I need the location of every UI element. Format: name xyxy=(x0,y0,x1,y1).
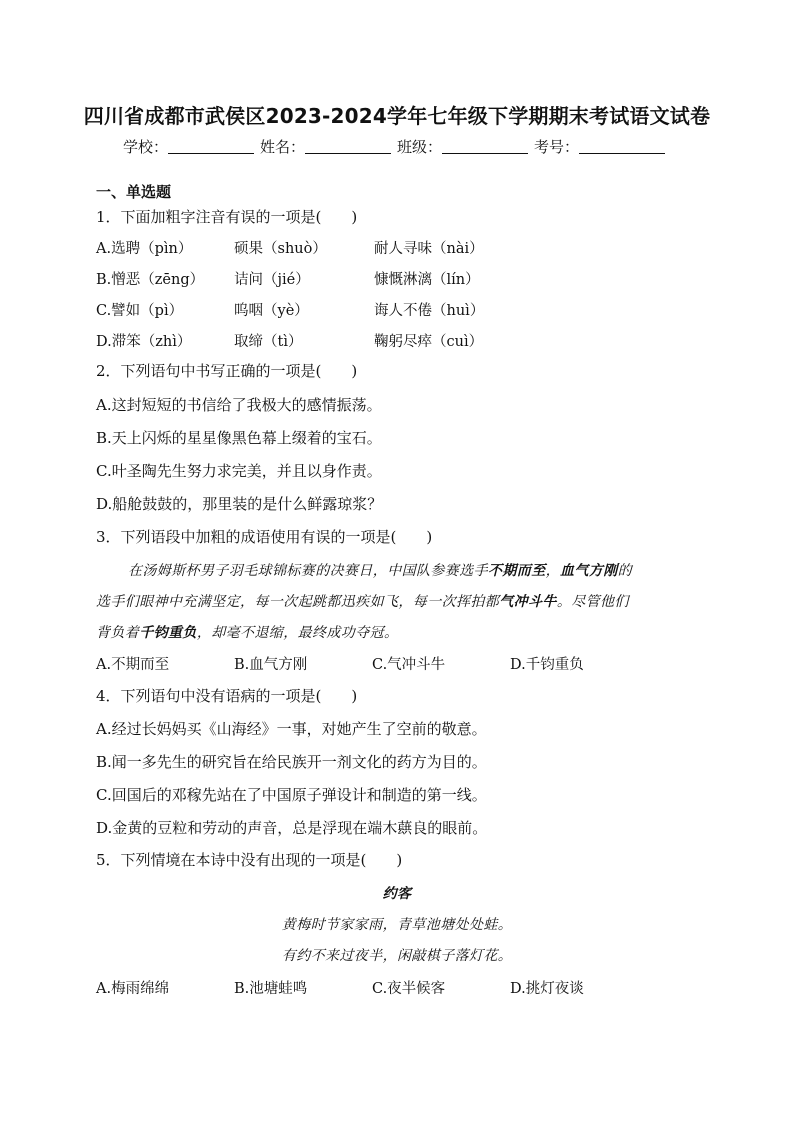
q3-option-c: C.气冲斗牛 xyxy=(372,657,446,673)
student-info-line xyxy=(0,136,794,157)
q1-option-b-2: 诘问（jié） xyxy=(234,272,310,288)
q3-passage-text: ，却毫不退缩，最终成功夺冠。 xyxy=(196,625,399,641)
poem-line-1: 黄梅时节家家雨，青草池塘处处蛙。 xyxy=(281,917,513,933)
q3-option-a: A.不期而至 xyxy=(96,657,170,673)
question-4-stem: 4．下列语句中没有语病的一项是( ) xyxy=(96,687,358,705)
name-blank[interactable] xyxy=(305,139,391,154)
q3-passage-text: 在汤姆斯杯男子羽毛球锦标赛的决赛日，中国队参赛选手 xyxy=(128,563,488,579)
q1-option-b-1: B.憎恶（zēng） xyxy=(96,272,205,288)
q3-passage-line-1 xyxy=(128,560,632,580)
class-label: 班级： xyxy=(397,138,443,156)
q5-option-a: A.梅雨绵绵 xyxy=(96,981,170,997)
q2-option-a: A.这封短短的书信给了我极大的感情振荡。 xyxy=(96,396,382,414)
q1-option-c-2: 呜咽（yè） xyxy=(234,303,309,319)
q2-option-c: C.叶圣陶先生努力求完美，并且以身作责。 xyxy=(96,462,382,480)
number-label: 考号： xyxy=(534,138,580,156)
q2-option-d: D.船舱鼓鼓的，那里装的是什么鲜露琼浆？ xyxy=(96,495,383,513)
q3-option-d: D.千钧重负 xyxy=(510,657,584,673)
q3-bold-idiom: 不期而至 xyxy=(488,563,546,579)
question-3-stem: 3．下列语段中加粗的成语使用有误的一项是( ) xyxy=(96,528,433,546)
q4-option-d: D.金黄的豆粒和劳动的声音，总是浮现在端木蕻良的眼前。 xyxy=(96,819,488,837)
page-title: 四川省成都市武侯区2023-2024学年七年级下学期期末考试语文试卷 xyxy=(83,104,711,128)
q1-option-a-2: 硕果（shuò） xyxy=(234,241,327,257)
poem-title: 约客 xyxy=(382,886,412,902)
q3-passage-line-3 xyxy=(96,622,398,642)
q3-bold-idiom: 千钧重负 xyxy=(139,625,197,641)
q1-option-a-3: 耐人寻味（nài） xyxy=(374,241,484,257)
q4-option-a: A.经过长妈妈买《山海经》一事，对她产生了空前的敬意。 xyxy=(96,720,487,738)
q1-option-a-1: A.选聘（pìn） xyxy=(96,241,193,257)
q3-passage-text: ， xyxy=(545,563,561,579)
school-blank[interactable] xyxy=(168,139,254,154)
q3-passage-text: 。尽管他们 xyxy=(556,594,629,610)
q3-bold-idiom: 气冲斗牛 xyxy=(499,594,557,610)
question-1-stem: 1．下面加粗字注音有误的一项是( ) xyxy=(96,208,358,226)
poem-line-2: 有约不来过夜半，闲敲棋子落灯花。 xyxy=(281,948,513,964)
q1-option-b-3: 慷慨淋漓（lín） xyxy=(374,272,480,288)
q5-option-d: D.挑灯夜谈 xyxy=(510,981,584,997)
q3-passage-text: 背负着 xyxy=(96,625,140,641)
q3-bold-idiom: 血气方刚 xyxy=(560,563,618,579)
number-blank[interactable] xyxy=(579,139,665,154)
q2-option-b: B.天上闪烁的星星像黑色幕上缀着的宝石。 xyxy=(96,429,382,447)
q3-passage-text: 选手们眼神中充满坚定，每一次起跳都迅疾如飞，每一次挥拍都 xyxy=(96,594,500,610)
q4-option-c: C.回国后的邓稼先站在了中国原子弹设计和制造的第一线。 xyxy=(96,786,487,804)
q3-passage-line-2 xyxy=(96,591,629,611)
question-2-stem: 2．下列语句中书写正确的一项是( ) xyxy=(96,362,358,380)
q5-option-b: B.池塘蛙鸣 xyxy=(234,981,308,997)
q1-option-d-2: 取缔（tì） xyxy=(234,334,303,350)
q1-option-d-1: D.滞笨（zhì） xyxy=(96,334,192,350)
q3-option-b: B.血气方刚 xyxy=(234,657,308,673)
q1-option-d-3: 鞠躬尽瘁（cuì） xyxy=(374,334,484,350)
q1-option-c-1: C.譬如（pì） xyxy=(96,303,184,319)
q3-passage-text: 的 xyxy=(617,563,633,579)
section-heading: 一、单选题 xyxy=(96,183,172,201)
name-label: 姓名： xyxy=(259,138,305,156)
school-label: 学校： xyxy=(122,138,168,156)
class-blank[interactable] xyxy=(442,139,528,154)
q5-option-c: C.夜半候客 xyxy=(372,981,446,997)
question-5-stem: 5．下列情境在本诗中没有出现的一项是( ) xyxy=(96,851,403,869)
q4-option-b: B.闻一多先生的研究旨在给民族开一剂文化的药方为目的。 xyxy=(96,753,487,771)
q1-option-c-3: 诲人不倦（huì） xyxy=(374,303,485,319)
